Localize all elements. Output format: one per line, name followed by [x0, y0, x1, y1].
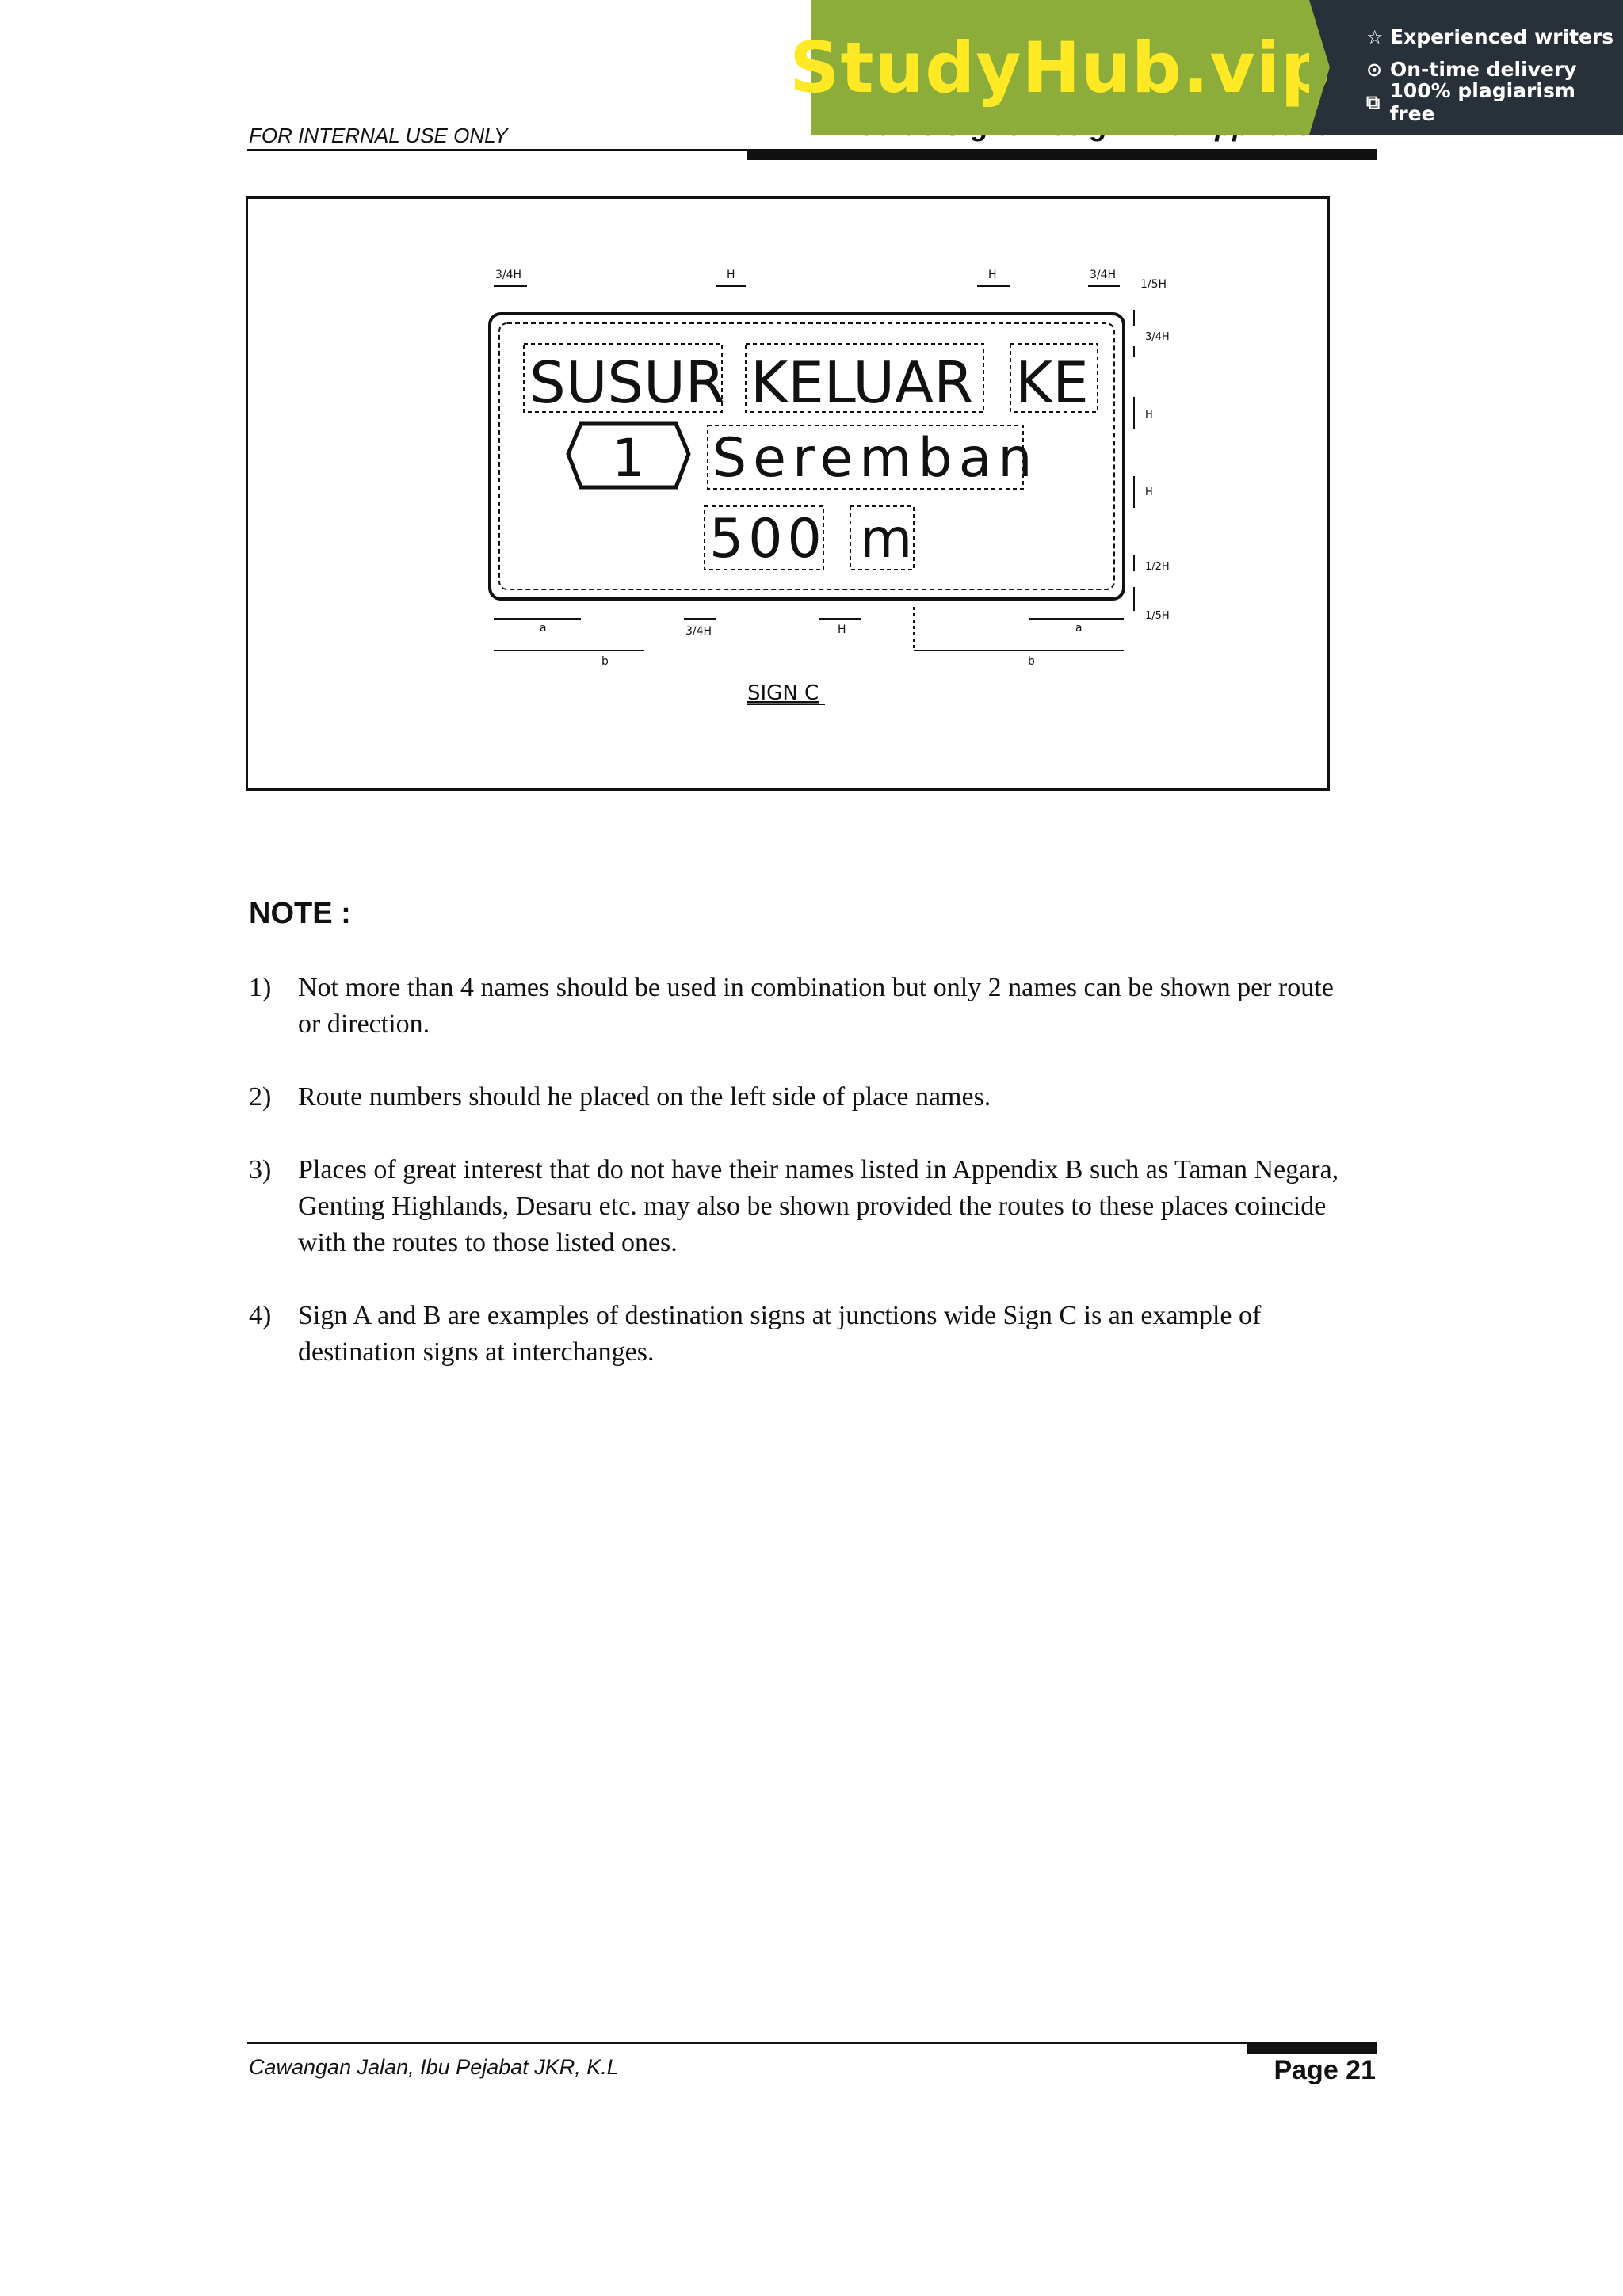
ad-feature-label: 100% plagiarism free	[1389, 78, 1575, 125]
footer-divider-thick	[1247, 2042, 1377, 2054]
dim-label-bottom-b-2: b	[1028, 655, 1035, 668]
dim-label-bottom-a-1: a	[540, 622, 547, 635]
note-item	[249, 970, 1342, 1043]
note-text: Not more than 4 names should be used in combination but only 2 names can be shown per route or direction.	[298, 973, 1334, 1039]
note-item	[249, 1079, 1342, 1116]
sign-c-drawing	[248, 199, 1327, 788]
sign-c-figure	[246, 196, 1330, 791]
notes-list	[249, 970, 1342, 1407]
distance-unit: m	[860, 508, 913, 570]
route-number: 1	[612, 428, 645, 489]
internal-use-label: FOR INTERNAL USE ONLY	[249, 124, 508, 147]
dim-label-top-1-5h: 1/5H	[1140, 278, 1167, 291]
star-icon: ☆	[1366, 25, 1384, 48]
note-item	[249, 1152, 1342, 1261]
note-text: Places of great interest that do not have their names listed in Appendix B such as Taman Negara, Genting Highlands, Desaru etc. may also be shown provided the routes to these places coincide with the routes to those listed ones.	[298, 1155, 1339, 1257]
dim-label-top-h-2: H	[988, 269, 997, 281]
dim-label-right-1-5h: 1/5H	[1145, 610, 1170, 622]
ad-feature-writers	[1366, 21, 1623, 53]
note-text: Route numbers should he placed on the left side of place names.	[298, 1082, 991, 1112]
note-number: 4)	[249, 1301, 272, 1330]
studyhub-ad-banner[interactable]	[789, 0, 1623, 135]
figure-caption: SIGN C	[747, 681, 819, 705]
copy-check-icon: ⧉	[1366, 90, 1381, 113]
dim-label-bottom-b-1: b	[601, 655, 609, 668]
studyhub-logo[interactable]	[789, 0, 1331, 135]
clock-icon: ⊙	[1366, 58, 1383, 81]
header-divider-thick	[747, 149, 1377, 160]
ad-feature-plagiarism	[1366, 78, 1623, 125]
sign-word-keluar: KELUAR	[750, 349, 974, 416]
dim-label-top-3-4h: 3/4H	[495, 269, 522, 281]
ad-feature-list	[1309, 0, 1623, 135]
bottom-dimension-marks	[494, 607, 1124, 650]
dim-label-bottom-a-2: a	[1075, 622, 1083, 635]
note-number: 1)	[249, 973, 272, 1002]
dim-label-right-3-4h: 3/4H	[1145, 331, 1170, 343]
note-item	[249, 1298, 1342, 1371]
dim-label-right-h-1: H	[1145, 409, 1153, 421]
studyhub-logo-text: StudyHub.vip	[789, 26, 1331, 109]
dim-label-top-3-4h-2: 3/4H	[1090, 269, 1117, 281]
dim-label-right-h-2: H	[1145, 486, 1153, 498]
dim-label-top-h-1: H	[727, 269, 735, 281]
sign-word-ke: KE	[1015, 349, 1089, 416]
footer-divider	[247, 2042, 1377, 2044]
note-number: 3)	[249, 1155, 272, 1184]
destination-name: Seremban	[712, 427, 1039, 490]
ad-feature-label: On-time delivery	[1390, 58, 1577, 81]
note-number: 2)	[249, 1082, 272, 1112]
dim-label-bottom-h: H	[838, 624, 846, 636]
footer-organization: Cawangan Jalan, Ibu Pejabat JKR, K.L	[249, 2055, 619, 2079]
page-number: Page 21	[1274, 2055, 1376, 2085]
dim-label-bottom-3-4h: 3/4H	[685, 625, 712, 638]
note-heading: NOTE :	[249, 897, 351, 930]
dim-label-right-1-2h: 1/2H	[1145, 561, 1170, 573]
sign-word-susur: SUSUR	[529, 349, 725, 416]
distance-value: 500	[709, 508, 827, 570]
ad-feature-label: Experienced writers	[1390, 25, 1614, 48]
note-text: Sign A and B are examples of destination signs at junctions wide Sign C is an example of destination signs at interchanges.	[298, 1301, 1262, 1367]
